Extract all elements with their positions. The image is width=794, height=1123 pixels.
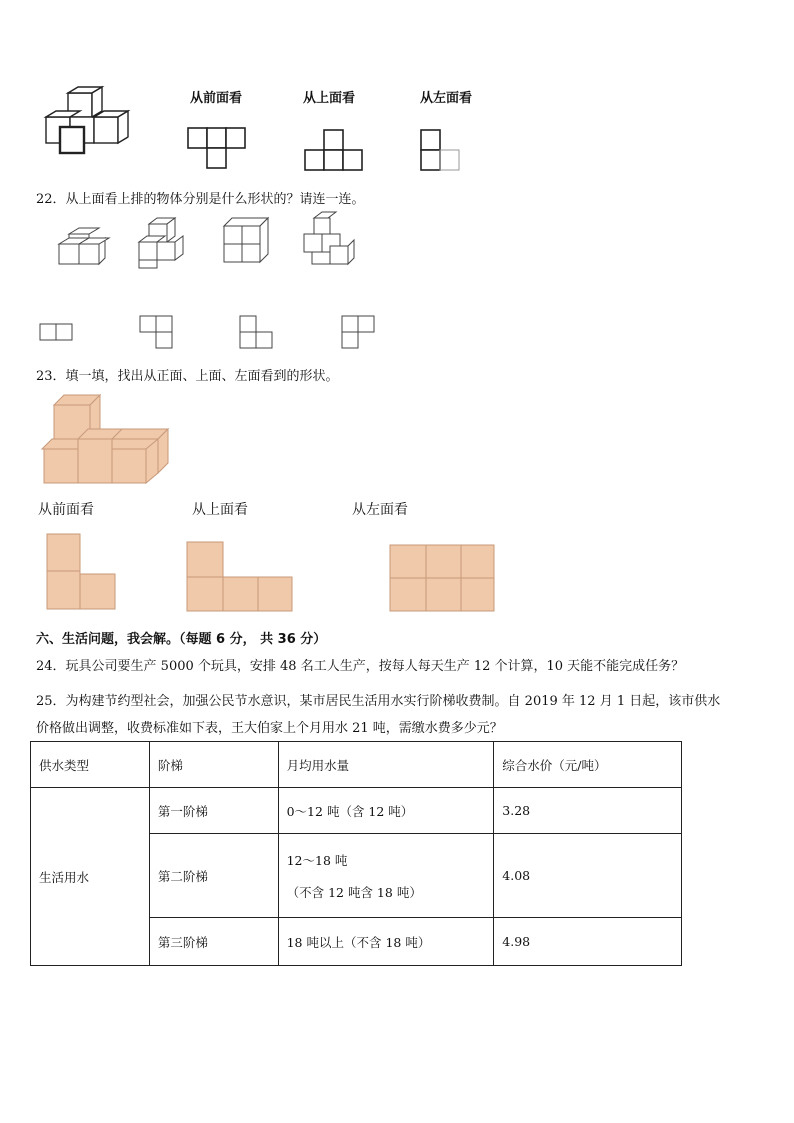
header-tier: 阶梯 [149, 742, 278, 788]
cell-supply-type: 生活用水 [31, 788, 150, 966]
cell-tier: 第三阶梯 [149, 918, 278, 966]
q22-top-view-1 [40, 324, 80, 344]
cell-usage-line-1: 12～18 吨 [286, 852, 348, 868]
water-price-table [30, 741, 682, 966]
cell-tier: 第二阶梯 [149, 834, 278, 918]
header-supply-type: 供水类型 [31, 742, 150, 788]
q23-front-view [47, 534, 127, 614]
q22-cube-figure-4 [300, 212, 360, 272]
cube-stack-figure-1 [40, 85, 170, 195]
cell-price: 4.08 [494, 834, 682, 918]
view-label-front-2: 从前面看 [38, 502, 94, 518]
table-row [31, 788, 682, 834]
q22-top-view-2 [140, 316, 180, 356]
left-view-shape-1 [421, 130, 471, 180]
question-24: 24．玩具公司要生产 5000 个玩具，安排 48 名工人生产，按每人每天生产 12 个计算，10 天能不能完成任务？ [36, 659, 685, 674]
cell-price: 3.28 [494, 788, 682, 834]
q22-cube-figure-2 [135, 218, 195, 278]
view-label-left-1: 从左面看 [420, 91, 473, 106]
q22-cube-figure-3 [220, 218, 280, 278]
q23-left-view [390, 545, 500, 617]
top-view-shape-1 [305, 130, 375, 180]
question-23: 23．填一填，找出从正面、上面、左面看到的形状。 [36, 369, 339, 384]
view-label-left-2: 从左面看 [352, 502, 408, 518]
header-monthly-usage: 月均用水量 [278, 742, 494, 788]
cell-usage [278, 834, 494, 918]
q22-top-view-3 [240, 316, 280, 356]
question-25-line-2: 价格做出调整，收费标准如下表，王大伯家上个月用水 21 吨，需缴水费多少元？ [36, 721, 503, 736]
q22-top-view-4 [342, 316, 382, 356]
view-label-front-1: 从前面看 [190, 91, 243, 106]
section-6-title: 六、生活问题，我会解。（每题 6 分， 共 36 分） [36, 632, 327, 647]
cell-tier: 第一阶梯 [149, 788, 278, 834]
question-22: 22．从上面看上排的物体分别是什么形状的？请连一连。 [36, 192, 365, 207]
q22-cube-figure-1 [55, 228, 115, 278]
cell-price: 4.98 [494, 918, 682, 966]
q23-top-view [187, 542, 297, 622]
cell-usage-line-2: （不含 12 吨含 18 吨） [286, 884, 422, 900]
q23-cube-figure [42, 393, 182, 493]
header-price: 综合水价（元/吨） [494, 742, 682, 788]
view-label-top-2: 从上面看 [192, 502, 248, 518]
cell-usage: 18 吨以上（不含 18 吨） [278, 918, 494, 966]
view-label-top-1: 从上面看 [303, 91, 356, 106]
cell-usage: 0～12 吨（含 12 吨） [278, 788, 494, 834]
question-25-line-1: 25．为构建节约型社会，加强公民节水意识，某市居民生活用水实行阶梯收费制。自 2019 年 12 月 1 日起，该市供水 [36, 694, 721, 709]
front-view-shape-1 [188, 128, 258, 178]
table-header-row [31, 742, 682, 788]
